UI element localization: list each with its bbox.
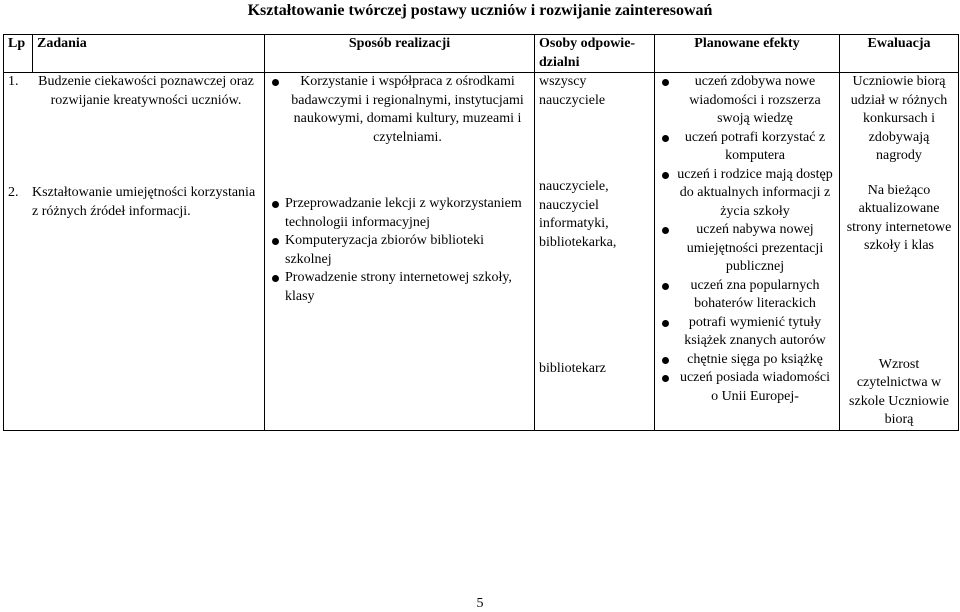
header-evaluation: Ewaluacja xyxy=(840,35,959,73)
header-tasks: Zadania xyxy=(33,35,265,73)
list-item: chętnie sięga po książkę xyxy=(675,351,835,370)
list-item: Prowadzenie strony internetowej szkoły, klasy xyxy=(285,269,530,306)
evaluation-text: Uczniowie biorą udział w różnych konkursach i zdobywają nagrody xyxy=(850,74,948,163)
effects-list xyxy=(659,73,835,406)
persons-text: nauczyciele, nauczyciel informatyki, bibliotekarka, xyxy=(539,179,617,250)
header-method: Sposób realizacji xyxy=(265,35,535,73)
list-item: uczeń zdobywa nowe wiadomości i rozszerza swoją wiedzę xyxy=(675,73,835,129)
persons-text: bibliotekarz xyxy=(539,361,606,376)
header-lp: Lp xyxy=(4,35,33,73)
document-title: Kształtowanie twórczej postawy uczniów i rozwijanie zainteresowań xyxy=(247,2,713,19)
persons-text: wszyscy nauczyciele xyxy=(539,74,606,108)
evaluation-text: Na bieżąco aktualizowane strony internetowe szkoły i klas xyxy=(846,182,952,253)
task-item xyxy=(8,73,260,110)
persons-cell xyxy=(535,73,655,431)
list-item: Korzystanie i współpraca z ośrodkami badawczymi i regionalnymi, instytucjami naukowymi, domami kultury, muzeami i czytelniami. xyxy=(285,73,530,147)
list-item: uczeń potrafi korzystać z komputera xyxy=(675,129,835,166)
plan-table xyxy=(3,34,959,431)
task-text: Budzenie ciekawości poznawczej oraz rozwijanie kreatywności uczniów. xyxy=(38,74,254,108)
task-item xyxy=(8,184,260,221)
task-number: 2. xyxy=(8,185,19,200)
list-item: uczeń zna popularnych bohaterów literackich xyxy=(675,277,835,314)
list-item: uczeń posiada wiadomości o Unii Europej- xyxy=(675,369,835,406)
list-item: potrafi wymienić tytuły książek znanych autorów xyxy=(675,314,835,351)
effects-cell xyxy=(655,73,840,431)
task-number: 1. xyxy=(8,74,19,89)
list-item: uczeń i rodzice mają dostęp do aktualnych informacji z życia szkoły xyxy=(675,166,835,222)
tasks-cell xyxy=(4,73,265,431)
header-row xyxy=(4,35,959,73)
evaluation-cell xyxy=(840,73,959,431)
evaluation-text: Wzrost czytelnictwa w szkole Uczniowie biorą xyxy=(849,356,949,427)
methods-list xyxy=(269,195,530,306)
list-item: uczeń nabywa nowej umiejętności prezentacji publicznej xyxy=(675,221,835,277)
task-text: Kształtowanie umiejętności korzystania z różnych źródeł informacji. xyxy=(32,185,256,219)
header-persons: Osoby odpowie-dzialni xyxy=(535,35,655,73)
methods-cell xyxy=(265,73,535,431)
methods-list xyxy=(269,73,530,147)
list-item: Przeprowadzanie lekcji z wykorzystaniem technologii informacyjnej xyxy=(285,195,530,232)
list-item: Komputeryzacja zbiorów biblioteki szkolnej xyxy=(285,232,530,269)
page-number: 5 xyxy=(476,596,484,611)
header-effects: Planowane efekty xyxy=(655,35,840,73)
table-row xyxy=(4,73,959,431)
